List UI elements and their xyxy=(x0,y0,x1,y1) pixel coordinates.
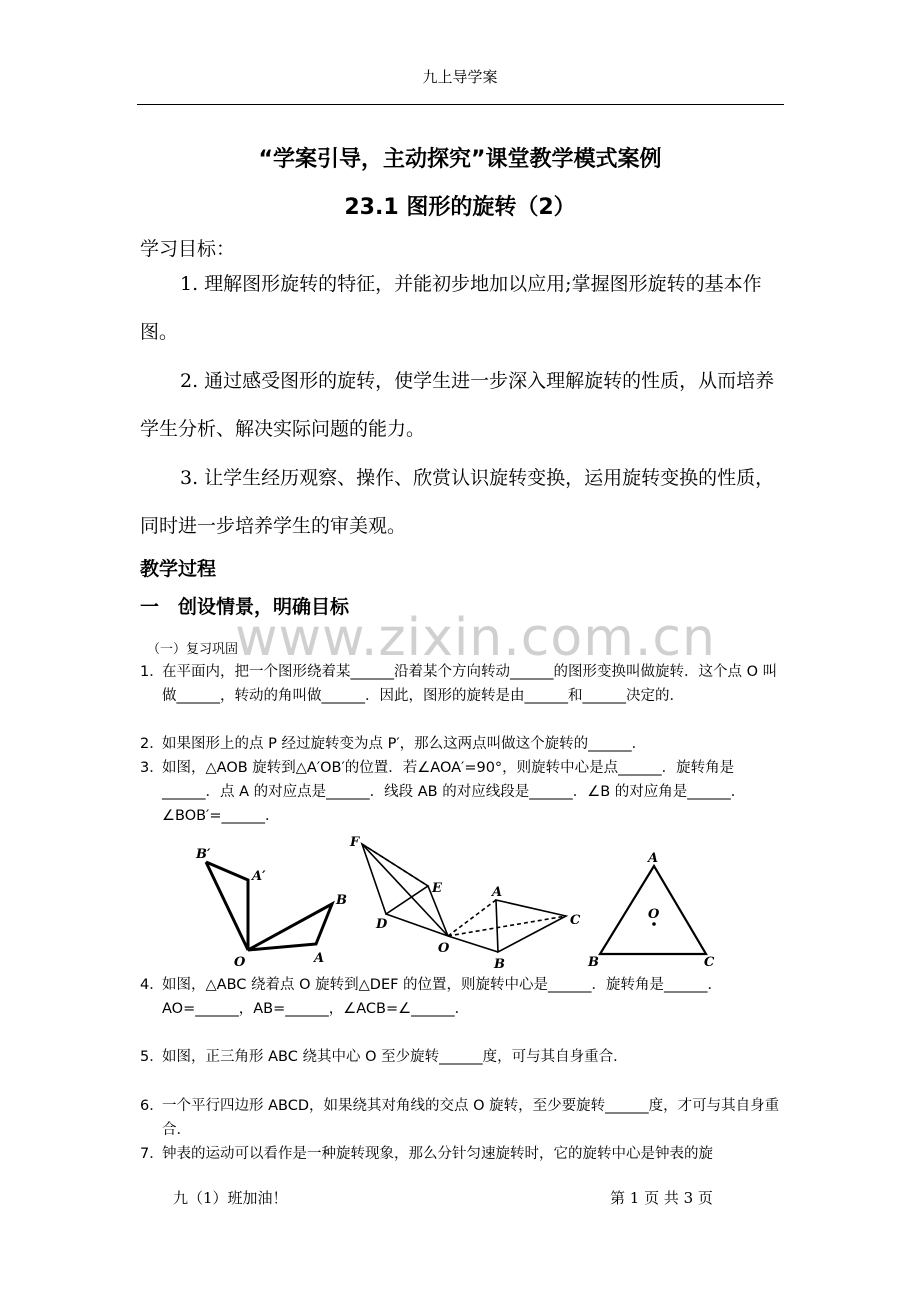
watermark-text: www.zixin.com.cn xyxy=(235,608,716,668)
page-number: 第 1 页 共 3 页 xyxy=(610,1189,713,1207)
label-a: A xyxy=(314,951,325,966)
question-number: 4． xyxy=(140,977,164,993)
question-number: 3． xyxy=(140,760,164,776)
document-title: “学案引导，主动探究”课堂教学模式案例 xyxy=(258,147,662,172)
label-c3: C xyxy=(704,955,715,970)
figure-triangles-abc-def xyxy=(362,844,566,952)
question-text: 如图，△ABC 绕着点 O 旋转到△DEF 的位置，则旋转中心是______．旋转角是______．AO=______，AB=______，∠ACB=∠______． xyxy=(162,977,723,1017)
label-e: E xyxy=(432,881,442,896)
label-a3: A xyxy=(648,851,659,866)
lesson-subtitle: 23.1 图形的旋转（2） xyxy=(344,195,576,220)
page-header: 九上导学案 xyxy=(422,68,498,86)
question-3 xyxy=(140,756,785,828)
question-text: 如图，△AOB 旋转到△A′OB′的位置．若∠AOA′=90°，则旋转中心是点______．旋转角是______．点 A 的对应点是______．线段 AB 的对应线段是______．∠B 的对应角是______．∠BOB′=______． xyxy=(162,760,746,824)
question-text: 钟表的运动可以看作是一种旋转现象，那么分针匀速旋转时，它的旋转中心是钟表的旋 xyxy=(162,1146,713,1162)
label-b3: B xyxy=(588,955,599,970)
label-o2: O xyxy=(438,941,450,956)
label-b2: B xyxy=(494,957,505,972)
label-b-prime: B′ xyxy=(196,847,211,862)
question-7 xyxy=(140,1142,785,1166)
question-number: 6． xyxy=(140,1098,164,1114)
question-4 xyxy=(140,973,785,1021)
figure-rotated-triangle-aob xyxy=(206,862,332,950)
label-o: O xyxy=(234,955,246,970)
label-a2: A xyxy=(492,885,503,900)
objective-item-1: 1. 理解图形旋转的特征，并能初步地加以应用;掌握图形旋转的基本作图。 xyxy=(140,273,762,343)
center-point xyxy=(652,922,656,926)
label-f: F xyxy=(350,835,360,850)
question-number: 1． xyxy=(140,664,164,680)
question-text: 一个平行四边形 ABCD，如果绕其对角线的交点 O 旋转，至少要旋转______度，才可与其自身重合． xyxy=(162,1098,780,1138)
question-number: 5． xyxy=(140,1049,164,1065)
question-1 xyxy=(140,660,785,708)
label-o3: O xyxy=(648,907,660,922)
question-6 xyxy=(140,1094,785,1142)
header-divider xyxy=(137,104,784,105)
footer-slogan: 九（1）班加油！ xyxy=(173,1189,288,1207)
question-text: 如果图形上的点 P 经过旋转变为点 P′，那么这两点叫做这个旋转的______． xyxy=(162,736,647,752)
question-number: 2． xyxy=(140,736,164,752)
objective-item-3: 3. 让学生经历观察、操作、欣赏认识旋转变换，运用旋转变换的性质，同时进一步培养学生的审美观。 xyxy=(140,467,775,537)
label-b: B xyxy=(336,893,347,908)
question-2 xyxy=(140,732,785,756)
question-number: 7． xyxy=(140,1146,164,1162)
objective-item-2: 2. 通过感受图形的旋转，使学生进一步深入理解旋转的性质，从而培养学生分析、解决实际问题的能力。 xyxy=(140,370,775,440)
section-heading-1: 一 创设情景，明确目标 xyxy=(140,596,350,618)
label-c2: C xyxy=(570,913,581,928)
label-a-prime: A′ xyxy=(252,869,266,884)
question-5 xyxy=(140,1045,785,1069)
question-text: 如图，正三角形 ABC 绕其中心 O 至少旋转______度，可与其自身重合． xyxy=(162,1049,628,1065)
question-text: 在平面内，把一个图形绕着某______沿着某个方向转动______的图形变换叫做旋转．这个点 O 叫做______，转动的角叫做______．因此，图形的旋转是由______和______决定的． xyxy=(162,664,778,704)
label-d: D xyxy=(376,917,388,932)
review-heading: （一）复习巩固 xyxy=(147,642,239,657)
objectives-heading: 学习目标： xyxy=(140,238,236,260)
process-heading: 教学过程 xyxy=(140,558,217,580)
geometry-figures xyxy=(180,832,740,972)
